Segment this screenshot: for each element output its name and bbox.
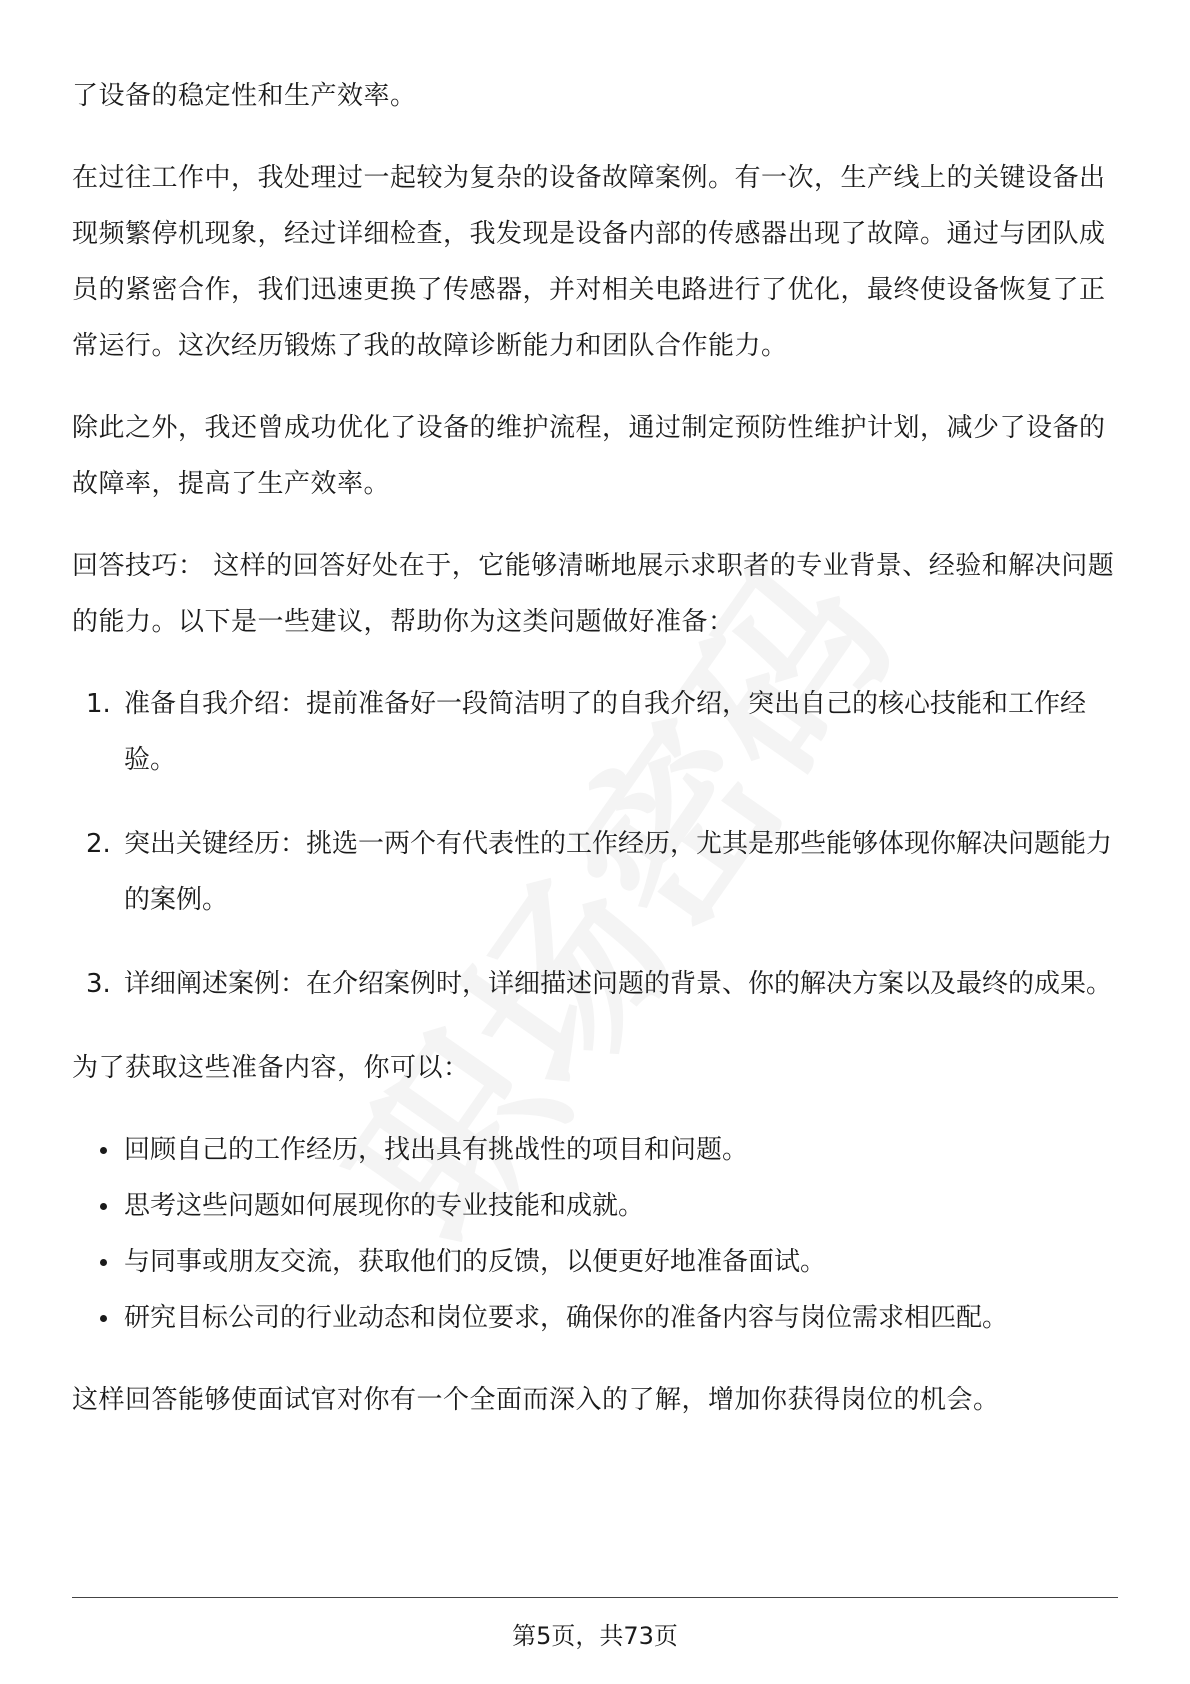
bullet-item: [72, 1290, 1118, 1346]
numbered-list: [72, 676, 1118, 1012]
list-item: [72, 956, 1118, 1012]
bullet-text: 与同事或朋友交流，获取他们的反馈，以便更好地准备面试。: [124, 1247, 827, 1277]
list-item-text: 准备自我介绍：提前准备好一段简洁明了的自我介绍，突出自己的核心技能和工作经验。: [124, 689, 1087, 775]
bullet-item: [72, 1178, 1118, 1234]
page-content: [72, 68, 1118, 1454]
bullet-list: [72, 1122, 1118, 1346]
footer-divider: [72, 1597, 1118, 1598]
bullet-dot-icon: [100, 1259, 107, 1266]
bullet-text: 回顾自己的工作经历，找出具有挑战性的项目和问题。: [124, 1135, 749, 1165]
bullet-item: [72, 1234, 1118, 1290]
bullet-dot-icon: [100, 1203, 107, 1210]
bullet-text: 研究目标公司的行业动态和岗位要求，确保你的准备内容与岗位需求相匹配。: [124, 1303, 1009, 1333]
bullet-text: 思考这些问题如何展现你的专业技能和成就。: [124, 1191, 645, 1221]
paragraph-case-example: 在过往工作中，我处理过一起较为复杂的设备故障案例。有一次，生产线上的关键设备出现频繁停机现象，经过详细检查，我发现是设备内部的传感器出现了故障。通过与团队成员的紧密合作，我们迅速更换了传感器，并对相关电路进行了优化，最终使设备恢复了正常运行。这次经历锻炼了我的故障诊断能力和团队合作能力。: [72, 163, 1106, 361]
list-item-text: 突出关键经历：挑选一两个有代表性的工作经历，尤其是那些能够体现你解决问题能力的案例。: [124, 829, 1113, 915]
paragraph-answer-tips: 回答技巧： 这样的回答好处在于，它能够清晰地展示求职者的专业背景、经验和解决问题的能力。以下是一些建议，帮助你为这类问题做好准备：: [72, 551, 1115, 637]
paragraph-optimization: 除此之外，我还曾成功优化了设备的维护流程，通过制定预防性维护计划，减少了设备的故障率，提高了生产效率。: [72, 413, 1106, 499]
paragraph-continuation: 了设备的稳定性和生产效率。: [72, 81, 417, 111]
bullet-dot-icon: [100, 1147, 107, 1154]
list-item: [72, 676, 1118, 788]
list-number: 3.: [86, 969, 111, 999]
list-item: [72, 816, 1118, 928]
bullet-dot-icon: [100, 1315, 107, 1322]
bullet-item: [72, 1122, 1118, 1178]
list-number: 2.: [86, 829, 111, 859]
paragraph-closing: 这样回答能够使面试官对你有一个全面而深入的了解，增加你获得岗位的机会。: [72, 1385, 1000, 1415]
list-number: 1.: [86, 689, 111, 719]
list-item-text: 详细阐述案例：在介绍案例时，详细描述问题的背景、你的解决方案以及最终的成果。: [124, 969, 1113, 999]
paragraph-bullets-intro: 为了获取这些准备内容，你可以：: [72, 1053, 470, 1083]
page-number: 第5页，共73页: [512, 1622, 678, 1650]
